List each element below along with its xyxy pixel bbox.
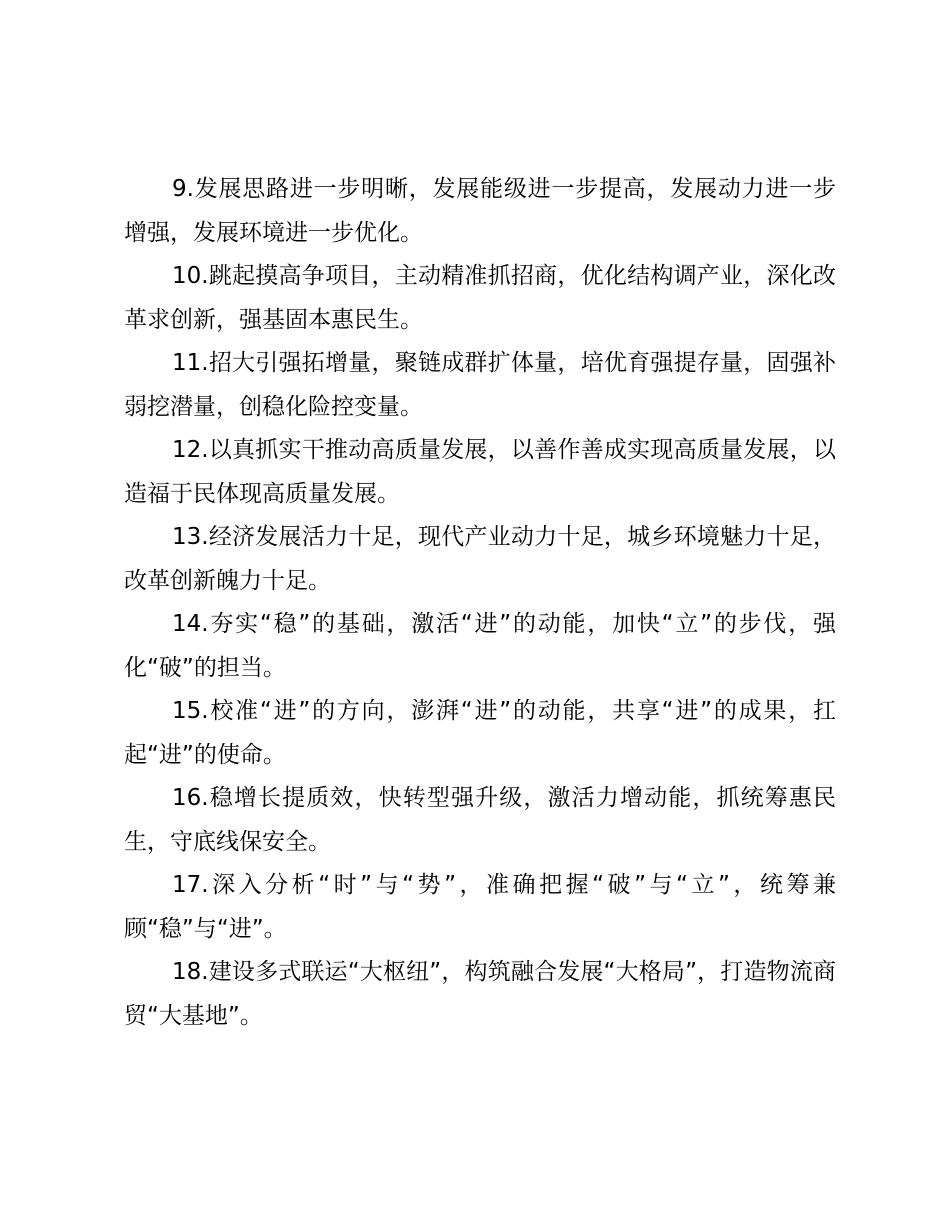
paragraph-18: 18.建设多式联运“大枢纽”，构筑融合发展“大格局”，打造物流商贸“大基地”。 xyxy=(124,959,836,1029)
paragraph-10: 10.跳起摸高争项目，主动精准抓招商，优化结构调产业，深化改革求创新，强基固本惠民生。 xyxy=(124,263,836,333)
paragraph-14: 14.夯实“稳”的基础，激活“进”的动能，加快“立”的步伐，强化“破”的担当。 xyxy=(124,611,836,681)
document-body xyxy=(124,168,836,1038)
paragraph-12: 12.以真抓实干推动高质量发展，以善作善成实现高质量发展，以造福于民体现高质量发展。 xyxy=(124,437,836,507)
paragraph-17: 17.深入分析“时”与“势”，准确把握“破”与“立”，统筹兼顾“稳”与“进”。 xyxy=(124,872,836,942)
paragraph-16: 16.稳增长提质效，快转型强升级，激活力增动能，抓统筹惠民生，守底线保安全。 xyxy=(124,785,836,855)
paragraph-9: 9.发展思路进一步明晰，发展能级进一步提高，发展动力进一步增强，发展环境进一步优化。 xyxy=(124,176,836,246)
paragraph-13: 13.经济发展活力十足，现代产业动力十足，城乡环境魅力十足，改革创新魄力十足。 xyxy=(124,524,836,594)
paragraph-15: 15.校准“进”的方向，澎湃“进”的动能，共享“进”的成果，扛起“进”的使命。 xyxy=(124,698,836,768)
paragraph-11: 11.招大引强拓增量，聚链成群扩体量，培优育强提存量，固强补弱挖潜量，创稳化险控变量。 xyxy=(124,350,836,420)
